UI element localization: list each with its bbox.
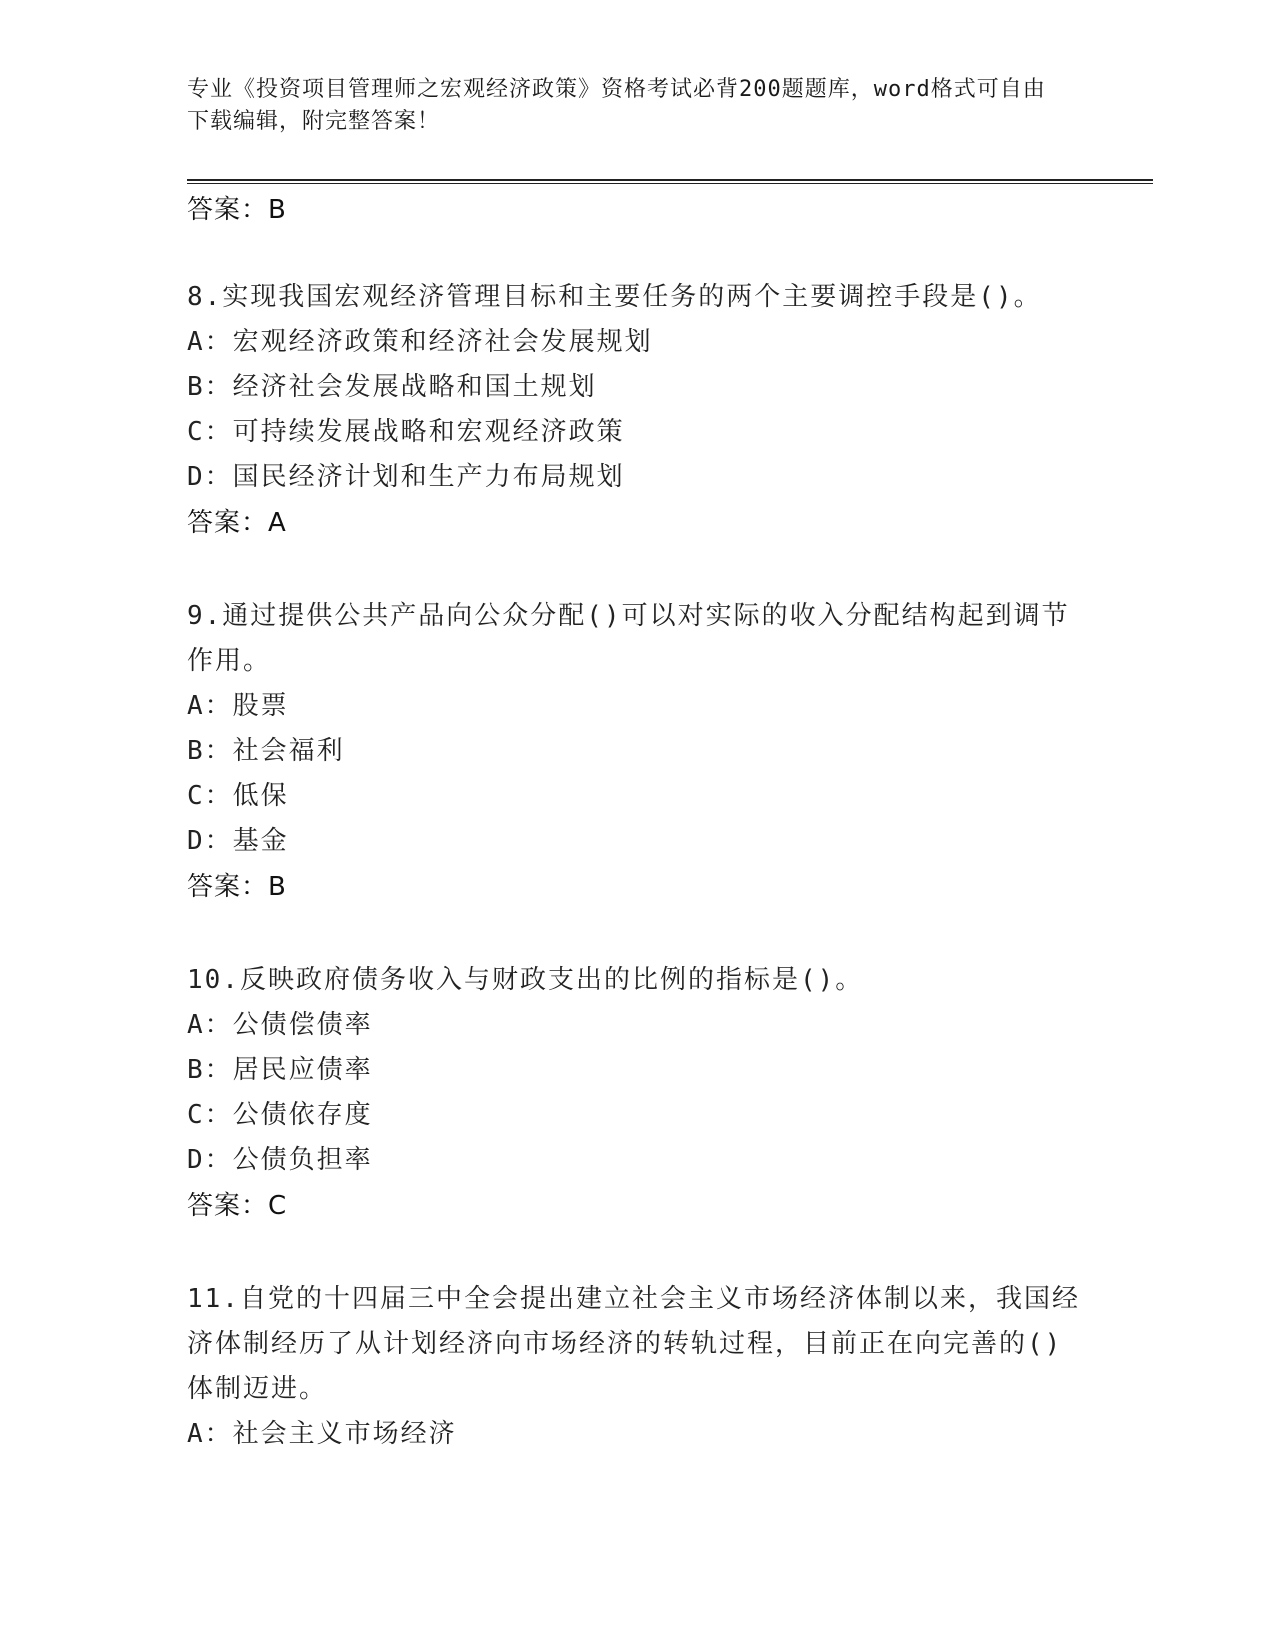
option-d: D：公债负担率 [187, 1145, 373, 1175]
option-a: A：宏观经济政策和经济社会发展规划 [187, 327, 653, 357]
option-a: A：股票 [187, 691, 289, 721]
option-a: A：社会主义市场经济 [187, 1419, 457, 1449]
answer-line: 答案：A [187, 508, 287, 538]
option-a: A：公债偿债率 [187, 1010, 373, 1040]
question-block [187, 275, 1087, 546]
answer-line: 答案：B [187, 872, 287, 902]
option-b: B：社会福利 [187, 736, 345, 766]
question-list [187, 187, 1087, 1457]
option-d: D：国民经济计划和生产力布局规划 [187, 462, 625, 492]
header-divider [187, 179, 1153, 185]
answer-line: 答案：C [187, 1191, 288, 1221]
option-c: C：公债依存度 [187, 1100, 373, 1130]
question-text: 10.反映政府债务收入与财政支出的比例的指标是()。 [187, 965, 864, 995]
question-text: 8.实现我国宏观经济管理目标和主要任务的两个主要调控手段是()。 [187, 282, 1042, 312]
answer-line: 答案：B [187, 195, 287, 225]
option-b: B：经济社会发展战略和国土规划 [187, 372, 597, 402]
question-block [187, 594, 1087, 910]
option-b: B：居民应债率 [187, 1055, 373, 1085]
option-c: C：可持续发展战略和宏观经济政策 [187, 417, 625, 447]
question-text: 11.自党的十四届三中全会提出建立社会主义市场经济体制以来，我国经济体制经历了从计划经济向市场经济的转轨过程，目前正在向完善的()体制迈进。 [187, 1284, 1080, 1404]
question-block [187, 958, 1087, 1229]
option-c: C：低保 [187, 781, 289, 811]
question-block [187, 1277, 1087, 1457]
question-text: 9.通过提供公共产品向公众分配()可以对实际的收入分配结构起到调节作用。 [187, 601, 1070, 676]
page-header: 专业《投资项目管理师之宏观经济政策》资格考试必背200题题库，word格式可自由下载编辑，附完整答案！ [187, 77, 1046, 134]
option-d: D：基金 [187, 826, 289, 856]
